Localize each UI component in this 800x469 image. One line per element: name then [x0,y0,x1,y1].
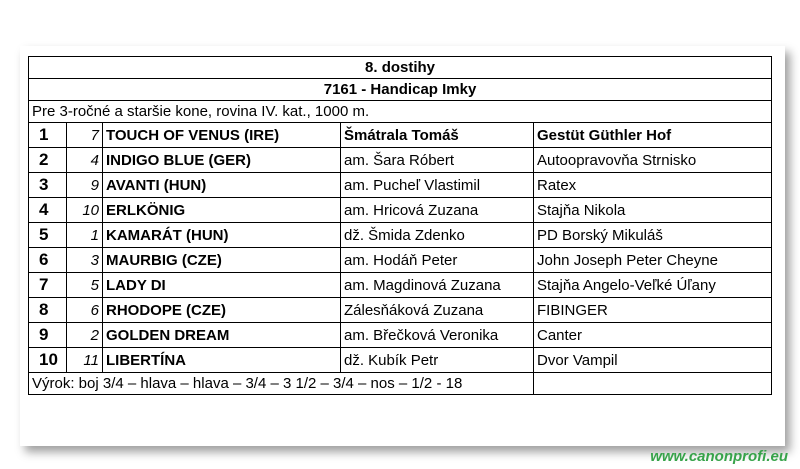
owner-cell: Autoopravovňa Strnisko [534,148,772,173]
place-cell: 5 [29,223,67,248]
verdict-row [29,373,772,395]
place-cell: 2 [29,148,67,173]
jockey-cell: am. Hodáň Peter [341,248,534,273]
place-cell: 1 [29,123,67,148]
place-cell: 8 [29,298,67,323]
horse-cell: KAMARÁT (HUN) [103,223,341,248]
place-cell: 3 [29,173,67,198]
place-cell: 10 [29,348,67,373]
result-row [29,148,772,173]
result-row [29,273,772,298]
horse-cell: INDIGO BLUE (GER) [103,148,341,173]
owner-cell: FIBINGER [534,298,772,323]
owner-cell: Canter [534,323,772,348]
jockey-cell: am. Šara Róbert [341,148,534,173]
owner-cell: Ratex [534,173,772,198]
result-row [29,248,772,273]
result-row [29,198,772,223]
watermark: www.canonprofi.eu [650,448,788,465]
jockey-cell: Zálesňáková Zuzana [341,298,534,323]
owner-cell: John Joseph Peter Cheyne [534,248,772,273]
place-cell: 7 [29,273,67,298]
verdict-text: Výrok: boj 3/4 – hlava – hlava – 3/4 – 3 1/2 – 3/4 – nos – 1/2 - 18 [29,373,534,395]
jockey-cell: dž. Šmida Zdenko [341,223,534,248]
horse-cell: AVANTI (HUN) [103,173,341,198]
number-cell: 4 [67,148,103,173]
race-subtitle: 7161 - Handicap Imky [29,79,772,101]
number-cell: 9 [67,173,103,198]
jockey-cell: dž. Kubík Petr [341,348,534,373]
empty-cell [534,373,772,395]
result-row [29,123,772,148]
result-row [29,173,772,198]
owner-cell: Stajňa Angelo-Veľké Úľany [534,273,772,298]
jockey-cell: Šmátrala Tomáš [341,123,534,148]
jockey-cell: am. Magdinová Zuzana [341,273,534,298]
horse-cell: LIBERTÍNA [103,348,341,373]
race-results-table [28,56,772,395]
jockey-cell: am. Břečková Veronika [341,323,534,348]
owner-cell: Dvor Vampil [534,348,772,373]
horse-cell: MAURBIG (CZE) [103,248,341,273]
place-cell: 9 [29,323,67,348]
jockey-cell: am. Hricová Zuzana [341,198,534,223]
number-cell: 11 [67,348,103,373]
result-row [29,348,772,373]
horse-cell: RHODOPE (CZE) [103,298,341,323]
number-cell: 7 [67,123,103,148]
result-row [29,298,772,323]
result-row [29,223,772,248]
horse-cell: ERLKÖNIG [103,198,341,223]
number-cell: 2 [67,323,103,348]
owner-cell: PD Borský Mikuláš [534,223,772,248]
race-title: 8. dostihy [29,57,772,79]
owner-cell: Gestüt Güthler Hof [534,123,772,148]
race-conditions: Pre 3-ročné a staršie kone, rovina IV. kat., 1000 m. [29,101,772,123]
number-cell: 3 [67,248,103,273]
horse-cell: TOUCH OF VENUS (IRE) [103,123,341,148]
number-cell: 10 [67,198,103,223]
horse-cell: GOLDEN DREAM [103,323,341,348]
number-cell: 1 [67,223,103,248]
number-cell: 5 [67,273,103,298]
result-row [29,323,772,348]
place-cell: 4 [29,198,67,223]
horse-cell: LADY DI [103,273,341,298]
jockey-cell: am. Pucheľ Vlastimil [341,173,534,198]
owner-cell: Stajňa Nikola [534,198,772,223]
place-cell: 6 [29,248,67,273]
number-cell: 6 [67,298,103,323]
